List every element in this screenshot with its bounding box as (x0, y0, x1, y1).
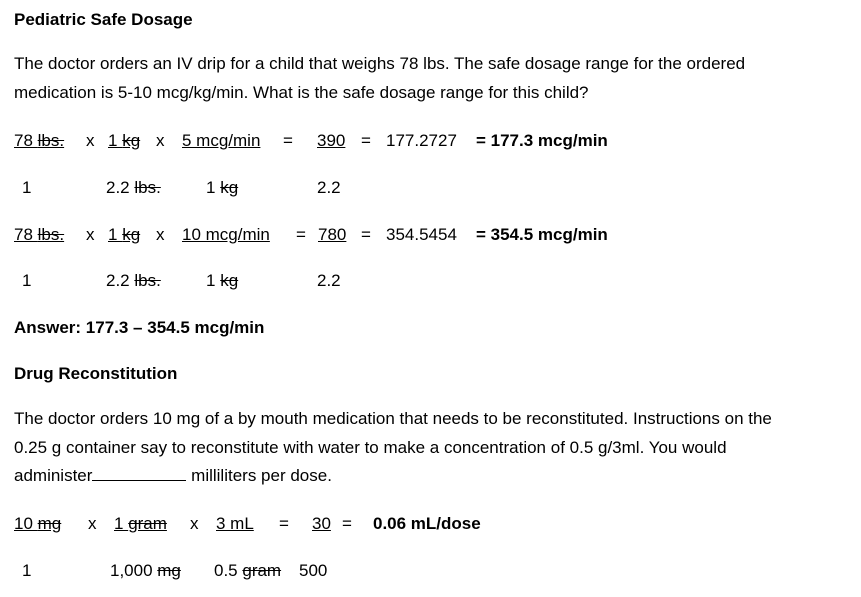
calc1-weight: 78 lbs. (14, 131, 65, 150)
calc3-conv: 1 gram (114, 514, 167, 533)
problem-line: 0.25 g container say to reconstitute with water to make a concentration of 0.5 g/3ml. You would (14, 437, 727, 457)
section-heading-reconstitution: Drug Reconstitution (14, 364, 178, 383)
problem-text-reconstitution (14, 405, 854, 491)
problem-line: The doctor orders an IV drip for a child that weighs 78 lbs. The safe dosage range for the ordered (14, 54, 746, 73)
problem-line: The doctor orders 10 mg of a by mouth medication that needs to be reconstituted. Instructions on the (14, 409, 772, 428)
calc2-decimal: 354.5454 (386, 225, 457, 244)
calc3-den1: 1 (22, 561, 32, 580)
equals-sign: = (361, 225, 371, 244)
problem-text-pediatric (14, 50, 854, 107)
answer-blank (92, 466, 186, 481)
equals-sign: = (296, 225, 306, 244)
equals-sign: = (361, 131, 371, 150)
equals-sign: = (279, 514, 289, 533)
calc1-result: = 177.3 mcg/min (476, 131, 608, 150)
calc1-den-product: 2.2 (317, 178, 341, 197)
calc3-den3: 0.5 gram (214, 561, 282, 580)
calc3-den-product: 500 (299, 561, 328, 580)
calc3-product: 30 (312, 514, 331, 533)
problem-line-start: administer (14, 466, 93, 485)
answer-line: Answer: 177.3 – 354.5 mcg/min (14, 318, 265, 337)
equals-sign: = (283, 131, 293, 150)
calc3-dose: 10 mg (14, 514, 62, 533)
equals-sign: = (342, 514, 352, 533)
times-sign: x (86, 225, 95, 244)
times-sign: x (88, 514, 97, 533)
calc1-conv: 1 kg (108, 131, 141, 150)
times-sign: x (190, 514, 199, 533)
calc1-decimal: 177.2727 (386, 131, 457, 150)
calc1-product: 390 (317, 131, 346, 150)
calc1-den1: 1 (22, 178, 32, 197)
calc3-den2: 1,000 mg (110, 561, 181, 580)
calc2-dose: 10 mcg/min (182, 225, 270, 244)
calc2-weight: 78 lbs. (14, 225, 65, 244)
calc1-den3: 1 kg (206, 178, 239, 197)
times-sign: x (156, 131, 165, 150)
calc2-product: 780 (318, 225, 347, 244)
calc2-den1: 1 (22, 271, 32, 290)
times-sign: x (86, 131, 95, 150)
section-heading-pediatric: Pediatric Safe Dosage (14, 10, 193, 29)
problem-line-end: milliliters per dose. (191, 466, 332, 485)
calc2-den-product: 2.2 (317, 271, 341, 290)
calc2-den3: 1 kg (206, 271, 239, 290)
calc3-conc: 3 mL (216, 514, 254, 533)
calc1-den2: 2.2 lbs. (106, 178, 161, 197)
problem-line: medication is 5-10 mcg/kg/min. What is the safe dosage range for this child? (14, 82, 589, 102)
calc2-conv: 1 kg (108, 225, 141, 244)
calc2-den2: 2.2 lbs. (106, 271, 161, 290)
calc3-result: 0.06 mL/dose (373, 514, 481, 533)
calc2-result: = 354.5 mcg/min (476, 225, 608, 244)
times-sign: x (156, 225, 165, 244)
calc1-dose: 5 mcg/min (182, 131, 261, 150)
